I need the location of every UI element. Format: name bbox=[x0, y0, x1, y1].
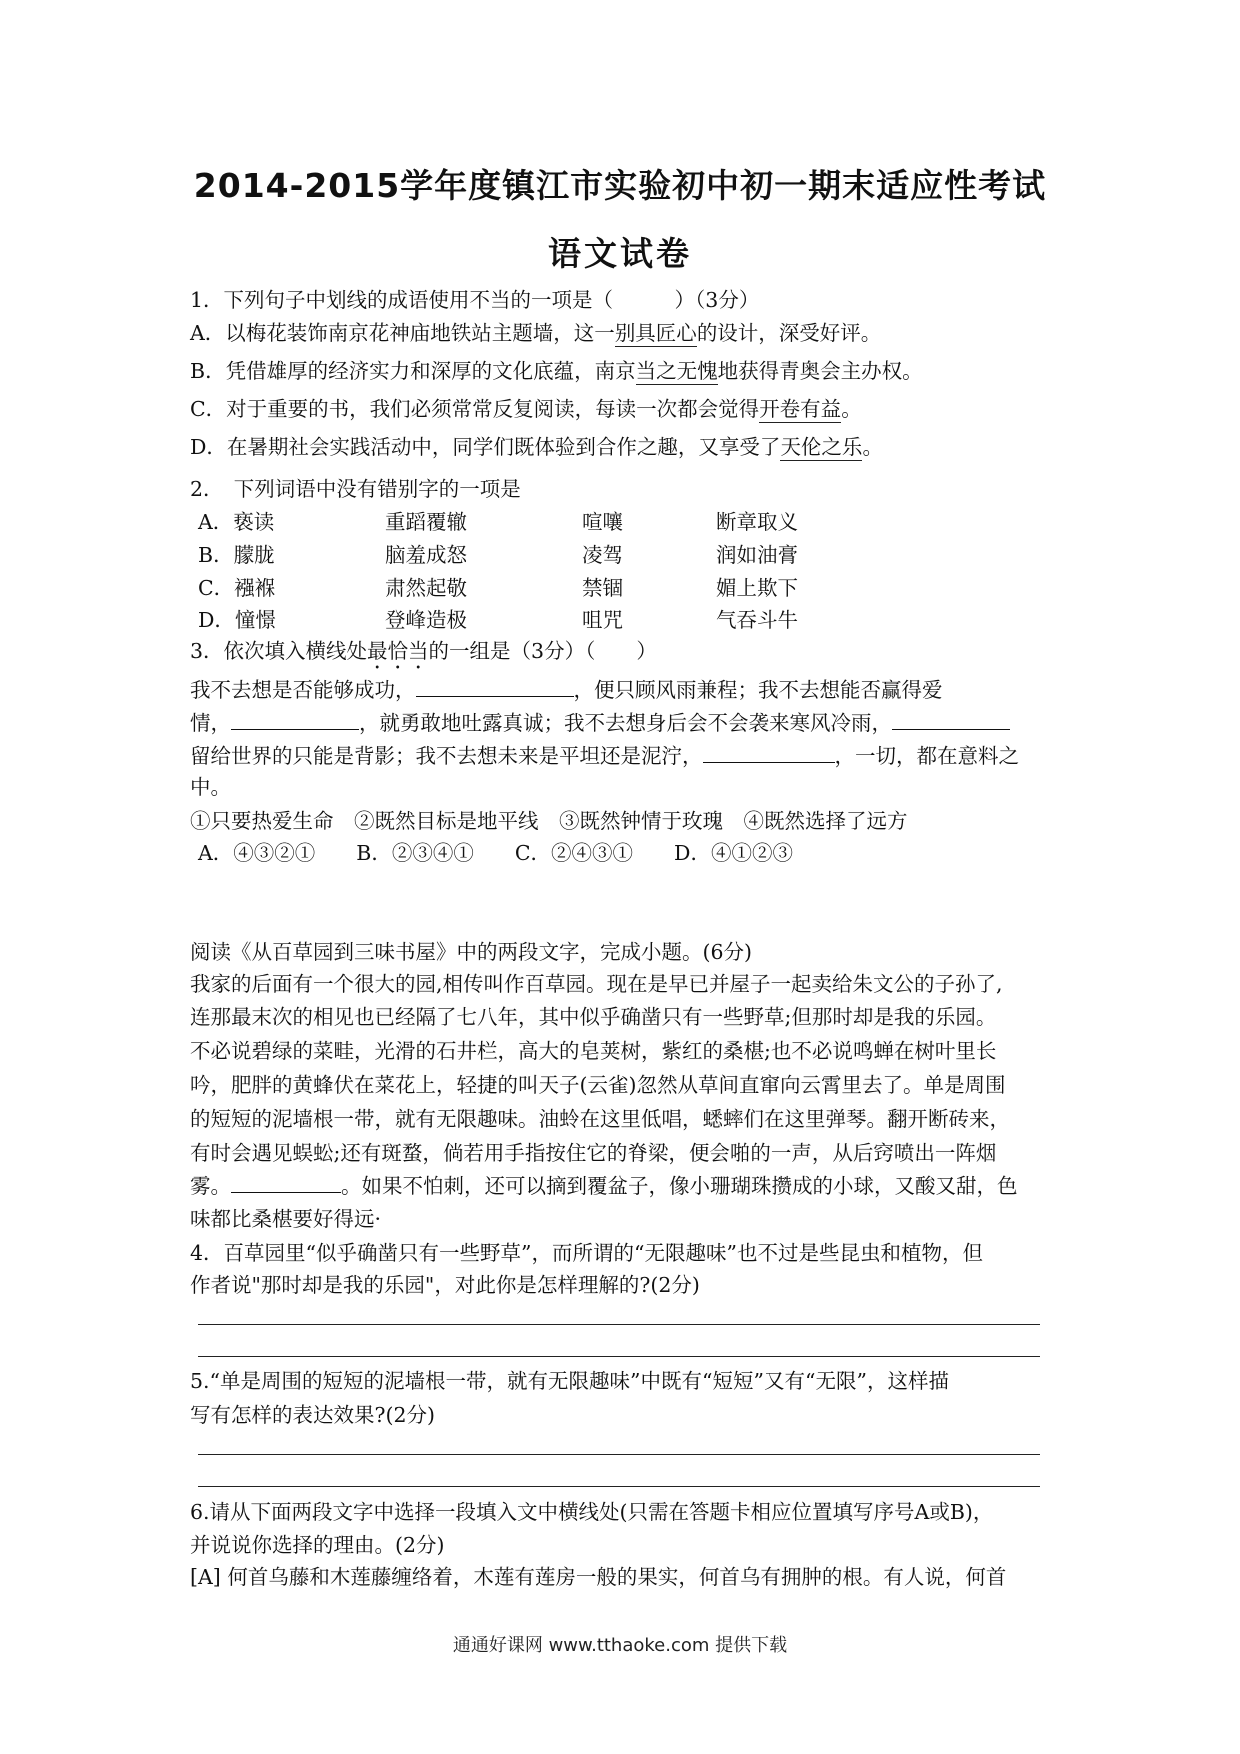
q3-blank-4[interactable] bbox=[703, 742, 835, 763]
q1-option-b bbox=[190, 356, 1070, 386]
q3-blank-2[interactable] bbox=[231, 709, 359, 730]
q4-line-1: 4．百草园里“似乎确凿只有一些野草”，而所谓的“无限趣味”也不过是些昆虫和植物，但 bbox=[190, 1241, 983, 1265]
exam-subtitle: 语文试卷 bbox=[548, 234, 692, 273]
q2-row-b-1: B．朦胧 bbox=[198, 543, 275, 567]
q1-option-c bbox=[190, 394, 1070, 424]
page-footer: 通通好课网 www.tthaoke.com 提供下载 bbox=[452, 1635, 788, 1656]
q2-row-d-2: 登峰造极 bbox=[385, 608, 467, 632]
q6-line-1: 6.请从下面两段文字中选择一段填入文中横线处(只需在答题卡相应位置填写序号A或B)， bbox=[190, 1500, 994, 1524]
q5-answer-line-2[interactable] bbox=[198, 1486, 1040, 1487]
q1-option-a bbox=[190, 318, 1070, 348]
reading-intro: 阅读《从百草园到三味书屋》中的两段文字，完成小题。(6分) bbox=[190, 940, 753, 964]
q2-row-d-1: D．憧憬 bbox=[198, 608, 276, 632]
q3-p1-text-end: ，便只顾风雨兼程；我不去想能否赢得爱 bbox=[573, 678, 943, 702]
q2-row-c-4: 媚上欺下 bbox=[716, 576, 798, 600]
q3-stem-text-end: 的一组是（3分）（ ） bbox=[428, 639, 657, 663]
reading-line-1: 我家的后面有一个很大的园,相传叫作百草园。现在是早已并屋子一起卖给朱文公的子孙了, bbox=[190, 972, 1003, 996]
q3-passage-line-2 bbox=[190, 708, 1070, 738]
reading-line-2: 连那最末次的相见也已经隔了七八年，其中似乎确凿只有一些野草;但那时却是我的乐园。 bbox=[190, 1005, 997, 1029]
q3-passage-line-1 bbox=[190, 675, 1070, 705]
reading-line-7-text: 雾。 bbox=[190, 1174, 231, 1198]
q1-b-text-end: 地获得青奥会主办权。 bbox=[717, 359, 923, 383]
q3-p1-text: 我不去想是否能够成功， bbox=[190, 678, 416, 702]
q5-line-2: 写有怎样的表达效果?(2分) bbox=[190, 1403, 436, 1427]
q3-p3-text-end: ，一切，都在意料之 bbox=[834, 744, 1019, 768]
q1-b-text: B．凭借雄厚的经济实力和深厚的文化底蕴，南京 bbox=[190, 359, 636, 383]
q2-row-a-3: 喧嚷 bbox=[582, 510, 623, 534]
q3-stem-emphasis: 最恰当 bbox=[367, 639, 429, 663]
q6-line-2: 并说说你选择的理由。(2分) bbox=[190, 1533, 445, 1557]
q2-row-b-3: 凌驾 bbox=[582, 543, 623, 567]
q2-row-c-3: 禁锢 bbox=[582, 576, 623, 600]
q1-a-text: A．以梅花装饰南京花神庙地铁站主题墙，这一 bbox=[190, 321, 615, 345]
q2-row-a-1: A．亵读 bbox=[198, 510, 275, 534]
q3-stem bbox=[190, 636, 1070, 674]
q1-d-text: D．在暑期社会实践活动中，同学们既体验到合作之趣，又享受了 bbox=[190, 435, 781, 459]
q5-answer-line-1[interactable] bbox=[198, 1454, 1040, 1455]
q3-passage-line-4: 中。 bbox=[190, 775, 231, 799]
q1-c-idiom: 开卷有益 bbox=[759, 397, 842, 421]
q1-c-text: C．对于重要的书，我们必须常常反复阅读，每读一次都会觉得 bbox=[190, 397, 760, 421]
q3-blank-3[interactable] bbox=[892, 709, 1010, 730]
reading-line-5: 的短短的泥墙根一带，就有无限趣味。油蛉在这里低唱，蟋蟀们在这里弹琴。翻开断砖来， bbox=[190, 1107, 1010, 1131]
q1-d-text-end: 。 bbox=[862, 435, 883, 459]
reading-line-3: 不必说碧绿的菜畦，光滑的石井栏，高大的皂荚树，紫红的桑椹;也不必说鸣蝉在树叶里长 bbox=[190, 1039, 997, 1063]
q2-row-b-4: 润如油膏 bbox=[716, 543, 798, 567]
q2-row-b-2: 脑羞成怒 bbox=[385, 543, 467, 567]
q3-p3-text: 留给世界的只能是背影；我不去想未来是平坦还是泥泞， bbox=[190, 744, 703, 768]
q6-line-3: [A] 何首乌藤和木莲藤缠络着，木莲有莲房一般的果实，何首乌有拥肿的根。有人说，何首 bbox=[190, 1565, 1007, 1589]
q1-c-text-end: 。 bbox=[841, 397, 862, 421]
exam-title: 2014-2015学年度镇江市实验初中初一期末适应性考试 bbox=[193, 166, 1047, 205]
q1-b-idiom: 当之无愧 bbox=[635, 359, 718, 383]
reading-line-7-text-end: 。如果不怕刺，还可以摘到覆盆子，像小珊瑚珠攒成的小球，又酸又甜，色 bbox=[341, 1174, 1018, 1198]
q4-answer-line-1[interactable] bbox=[198, 1324, 1040, 1325]
q3-answers: A．④③②① B．②③④① C．②④③① D．④①②③ bbox=[198, 841, 793, 865]
q5-line-1: 5.“单是周围的短短的泥墙根一带，就有无限趣味”中既有“短短”又有“无限”，这样描 bbox=[190, 1369, 949, 1393]
reading-blank[interactable] bbox=[231, 1172, 341, 1193]
q1-stem: 1．下列句子中划线的成语使用不当的一项是（ ）（3分） bbox=[190, 288, 760, 312]
q3-blank-1[interactable] bbox=[416, 676, 574, 697]
q4-line-2: 作者说"那时却是我的乐园"，对此你是怎样理解的?(2分) bbox=[190, 1273, 700, 1297]
q1-d-idiom: 天伦之乐 bbox=[780, 435, 863, 459]
q1-option-d bbox=[190, 432, 1070, 462]
q3-p2-text: 情， bbox=[190, 711, 231, 735]
q2-row-d-4: 气吞斗牛 bbox=[716, 608, 798, 632]
q2-stem: 2． 下列词语中没有错别字的一项是 bbox=[190, 477, 521, 501]
q2-row-a-2: 重蹈覆辙 bbox=[385, 510, 467, 534]
reading-line-6: 有时会遇见蜈蚣;还有斑蝥，倘若用手指按住它的脊梁，便会啪的一声，从后窍喷出一阵烟 bbox=[190, 1141, 997, 1165]
q3-p2-text-end: ，就勇敢地吐露真诚；我不去想身后会不会袭来寒风冷雨， bbox=[359, 711, 892, 735]
q4-answer-line-2[interactable] bbox=[198, 1356, 1040, 1357]
reading-line-8: 味都比桑椹要好得远· bbox=[190, 1207, 382, 1231]
q3-options: ①只要热爱生命 ②既然目标是地平线 ③既然钟情于玫瑰 ④既然选择了远方 bbox=[190, 809, 908, 833]
q2-row-c-2: 肃然起敬 bbox=[385, 576, 467, 600]
q2-row-a-4: 断章取义 bbox=[716, 510, 798, 534]
q1-a-text-end: 的设计，深受好评。 bbox=[696, 321, 882, 345]
q3-stem-text: 3．依次填入横线处 bbox=[190, 639, 368, 663]
q1-a-idiom: 别具匠心 bbox=[614, 321, 697, 345]
q2-row-c-1: C．襁褓 bbox=[198, 576, 276, 600]
q3-passage-line-3 bbox=[190, 741, 1070, 771]
reading-line-4: 吟，肥胖的黄蜂伏在菜花上，轻捷的叫天子(云雀)忽然从草间直窜向云霄里去了。单是周围 bbox=[190, 1073, 1006, 1097]
reading-line-7 bbox=[190, 1171, 1070, 1201]
q2-row-d-3: 咀咒 bbox=[582, 608, 623, 632]
